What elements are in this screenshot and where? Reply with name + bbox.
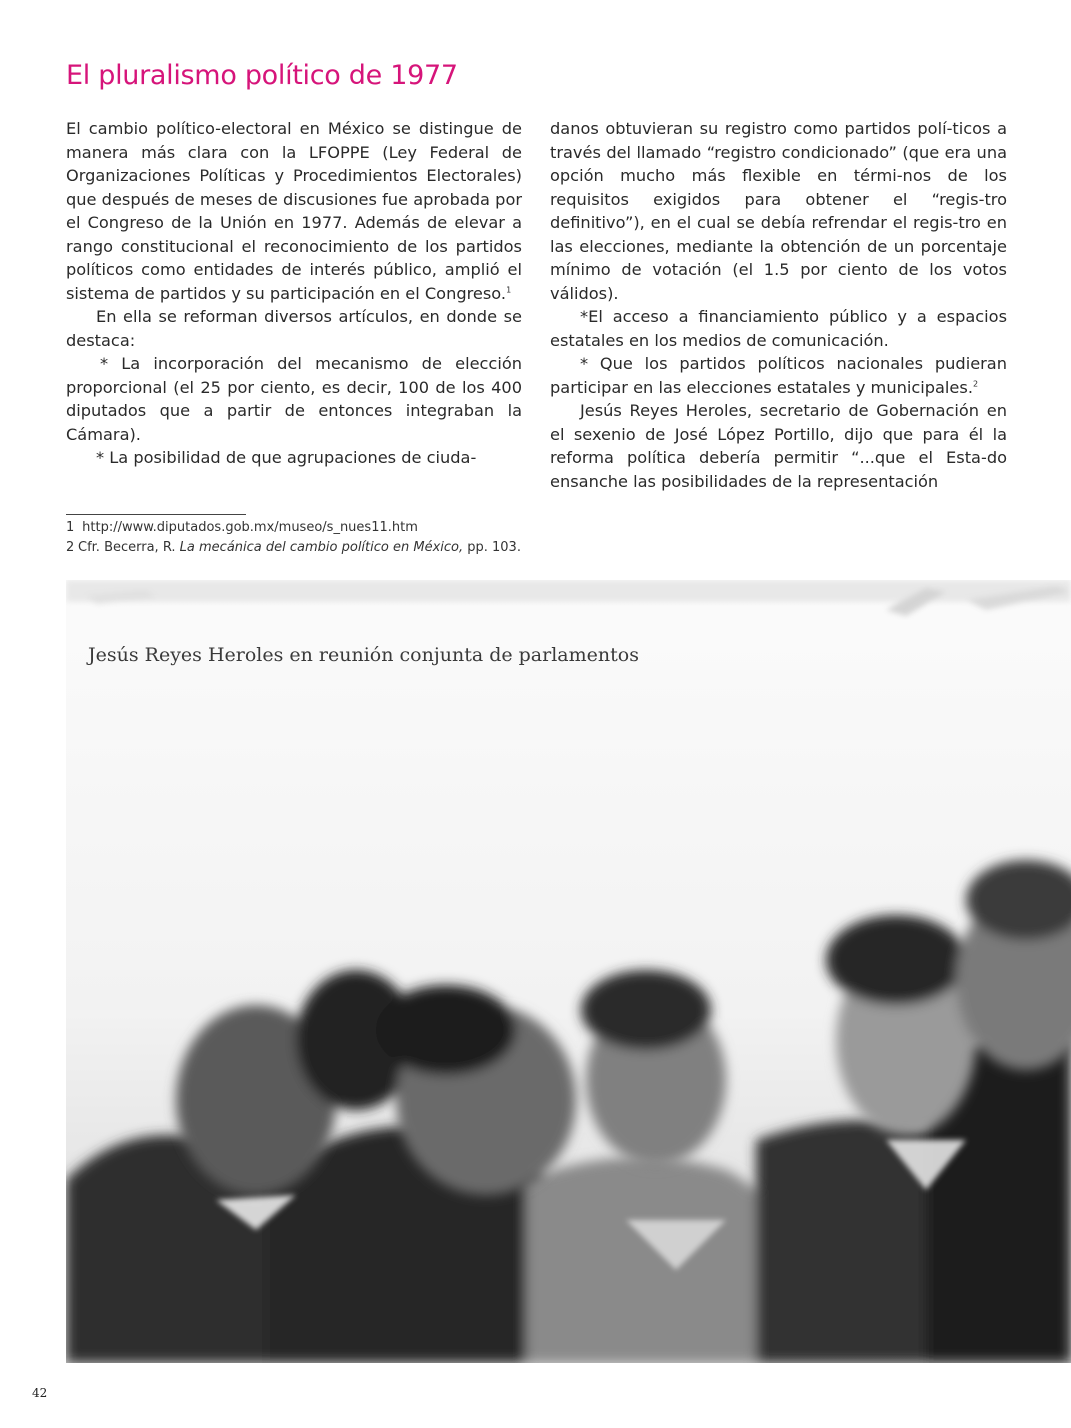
footnotes	[66, 518, 521, 558]
footnote-2: 2 Cfr. Becerra, R. La mecánica del cambio político en México, pp. 103.	[66, 540, 521, 555]
photo-illustration	[66, 580, 1071, 1363]
paragraph: En ella se reforman diversos artículos, en donde se destaca:	[66, 307, 522, 350]
photo-meeting	[66, 580, 1071, 1363]
article-column-left	[66, 117, 522, 470]
bullet-paragraph: * Que los partidos políticos nacionales pudieran participar en las elecciones estatales y municipales.$^2$	[550, 354, 1007, 397]
footnote-divider	[66, 514, 246, 515]
footnote-1: 1 http://www.diputados.gob.mx/museo/s_nues11.htm	[66, 520, 418, 535]
bullet-paragraph: * La incorporación del mecanismo de elección proporcional (el 25 por ciento, es decir, 100 de los 400 diputados que a partir de entonces integraban la Cámara).	[66, 354, 522, 444]
bullet-paragraph: * La posibilidad de que agrupaciones de ciuda-	[96, 448, 477, 467]
page-title: El pluralismo político de 1977	[66, 60, 458, 91]
paragraph: Jesús Reyes Heroles, secretario de Gobernación en el sexenio de José López Portillo, dijo que para él la reforma política debería permitir “...que el Esta-do ensanche las posibilidades de la representación	[550, 401, 1007, 491]
bullet-paragraph: *El acceso a financiamiento público y a espacios estatales en los medios de comunicación.	[550, 307, 1007, 350]
photo-caption: Jesús Reyes Heroles en reunión conjunta de parlamentos	[88, 644, 639, 666]
page-number: 42	[32, 1386, 48, 1400]
paragraph: danos obtuvieran su registro como partidos polí-ticos a través del llamado “registro condicionado” (que era una opción mucho más flexible en térmi-nos de los requisitos exigidos para obtener el “regis-tro definitivo”), en el cual se debía refrendar el regis-tro en las elecciones, mediante la obtención de un porcentaje mínimo de votación (el 1.5 por ciento de los votos válidos).	[550, 119, 1007, 303]
footnote-ref: 2	[972, 379, 979, 389]
footnote-ref: 1	[506, 285, 512, 295]
footnote-link[interactable]: http://www.diputados.gob.mx/museo/s_nues11.htm	[82, 520, 418, 535]
article-column-right	[550, 117, 1007, 493]
paragraph: El cambio político-electoral en México se distingue de manera más clara con la LFOPPE (Ley Federal de Organizaciones Políticas y Procedimientos Electorales) que después de meses de discusiones fue aprobada por el Congreso de la Unión en 1977. Además de elevar a rango constitucional el reconocimiento de los partidos políticos como entidades de interés público, amplió el sistema de partidos y su participación en el Congreso.$^1$	[66, 119, 522, 303]
